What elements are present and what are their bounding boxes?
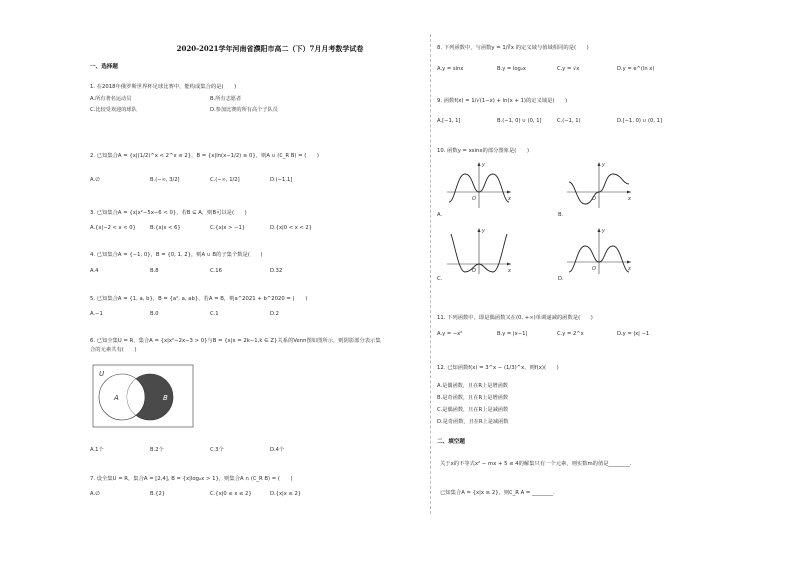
svg-text:x: x bbox=[628, 196, 631, 202]
q11-option-c: C.y = 2^x bbox=[557, 331, 584, 337]
q5-option-a: A.−1 bbox=[90, 311, 103, 317]
q9-option-a: A.[−1, 1] bbox=[437, 118, 461, 124]
svg-text:y: y bbox=[602, 228, 605, 234]
section-fill: 二、填空题 bbox=[437, 439, 465, 445]
q8-option-b: B.y = log₂x bbox=[497, 66, 526, 72]
q4-option-c: C.16 bbox=[210, 268, 222, 274]
q9-option-c: C.(−1, 1) bbox=[557, 118, 581, 124]
q2-option-b: B.(−∞, 3/2] bbox=[150, 177, 180, 183]
q6-option-a: A.1个 bbox=[90, 447, 104, 453]
q5-stem: 5. 已知集合A = {1, a, b}，B = {a², a, ab}，若A = B，则a^2021 + b^2020 = ( ) bbox=[90, 296, 308, 302]
q1-option-c: C.比较受欢迎的球队 bbox=[90, 107, 137, 113]
venn-label-u: U bbox=[99, 370, 105, 378]
q3-option-a: A.{x|−2 < x < 0} bbox=[90, 225, 136, 231]
svg-text:O: O bbox=[472, 196, 476, 202]
q7-option-d: D.{x|x ≤ 2} bbox=[270, 491, 302, 497]
q1-option-d: D.参加比赛的所有高个子队员 bbox=[210, 107, 278, 113]
q7-option-b: B.{2} bbox=[150, 491, 166, 497]
q6-option-c: C.3个 bbox=[210, 447, 224, 453]
q11-option-a: A.y = −x² bbox=[437, 331, 463, 337]
q8-option-a: A.y = sinx bbox=[437, 66, 464, 72]
q10-stem: 10. 函数y = xsinx的部分图象是( ) bbox=[437, 148, 530, 154]
q3-stem: 3. 已知集合A = {x|x²−5x−6 < 0}，若B ⊆ A，则B可以是( ) bbox=[90, 210, 247, 216]
q9-option-b: B.(−1, 0) ∪ (0, 1] bbox=[497, 118, 542, 124]
column-divider bbox=[430, 34, 431, 514]
q5-option-c: C.1 bbox=[210, 311, 219, 317]
q12-option-a: A.是偶函数，且在R上是增函数 bbox=[437, 383, 508, 389]
q2-stem: 2. 已知集合A = {x|(1/2)^x < 2^x ≤ 2}，B = {x|ln(x−1/2) ≥ 0}，则A ∪ (∁_R B) = ( ) bbox=[90, 153, 319, 159]
q12-stem: 12. 已知函数f(x) = 3^x − (1/3)^x，则f(x)( ) bbox=[437, 365, 559, 371]
q10-graph-d bbox=[565, 226, 635, 276]
q2-option-c: C.(−∞, 1/2] bbox=[210, 177, 240, 183]
q3-option-b: B.{x|x < 6} bbox=[150, 225, 181, 231]
q1-stem: 1. 在2018年俄罗斯世界杯足球比赛中，能构成集合的是( ) bbox=[90, 84, 237, 90]
section-choice: 一、选择题 bbox=[90, 64, 118, 70]
q13-stem: 关于x的不等式x² − mx + 5 ≤ 4的解集只有一个元素，则实数m的值是________. bbox=[440, 461, 632, 467]
q5-option-d: D.2 bbox=[270, 311, 279, 317]
q7-option-c: C.{x|0 ≤ x ≤ 2} bbox=[210, 491, 252, 497]
svg-text:y: y bbox=[482, 228, 485, 234]
q12-option-c: C.是偶函数，且在R上是减函数 bbox=[437, 407, 509, 413]
q12-option-d: D.是奇函数，且在R上是减函数 bbox=[437, 419, 509, 425]
q2-option-d: D.(−1,1] bbox=[270, 177, 293, 183]
q8-option-c: C.y = √x bbox=[557, 66, 580, 72]
q7-option-a: A.∅ bbox=[90, 491, 100, 497]
q10-option-b: B. bbox=[558, 212, 564, 218]
venn-label-b: B bbox=[163, 394, 168, 402]
q3-option-c: C.{x|x > −1} bbox=[210, 225, 246, 231]
q3-option-d: D.{x|0 < x < 2} bbox=[270, 225, 313, 231]
venn-label-a: A bbox=[114, 394, 119, 402]
q6-stem-line1: 6. 已知全集U = R，集合A = {x|x²−2x−3 > 0}与B = {x|x = 2k−1,k ∈ Z}关系的Venn图如图所示，则阴影部分表示集 bbox=[90, 338, 381, 344]
q4-option-b: B.8 bbox=[150, 268, 159, 274]
q7-stem: 7. 设全集U = R，集合A = [2,4], B = {x|log₂x > 1}，则集合A ∩ (∁_R B) = ( ) bbox=[90, 476, 293, 482]
q11-stem: 11. 下列函数中，即是偶函数又在(0, +∞)单调递减的函数是( ) bbox=[437, 315, 593, 321]
q10-graph-b bbox=[565, 160, 635, 210]
q4-option-a: A.4 bbox=[90, 268, 99, 274]
svg-text:y: y bbox=[482, 162, 485, 168]
q10-option-d: D. bbox=[558, 276, 564, 282]
svg-text:O: O bbox=[472, 268, 476, 274]
q11-option-d: D.y = |x| −1 bbox=[617, 331, 650, 337]
q11-option-b: B.y = |x−1| bbox=[497, 331, 528, 337]
q6-stem-line2: 合的元素共有( ) bbox=[90, 347, 137, 353]
svg-text:x: x bbox=[508, 268, 511, 274]
svg-text:y: y bbox=[602, 162, 605, 168]
svg-text:x: x bbox=[628, 266, 631, 272]
q8-stem: 8. 下列函数中，与函数y = 1/∛x 的定义域与值域相同的是( ) bbox=[437, 45, 589, 51]
q6-option-b: B.2个 bbox=[150, 447, 164, 453]
q10-graph-c bbox=[445, 226, 515, 276]
q6-option-d: D.4个 bbox=[270, 447, 285, 453]
q10-option-c: C. bbox=[437, 276, 443, 282]
exam-title: 2020-2021学年河南省濮阳市高二（下）7月月考数学试卷 bbox=[176, 44, 364, 53]
q8-option-d: D.y = e^(ln x) bbox=[617, 66, 655, 72]
q1-option-b: B.所有志愿者 bbox=[210, 96, 242, 102]
q10-option-a: A. bbox=[437, 212, 443, 218]
q9-option-d: D.[−1, 0) ∪ (0, 1] bbox=[617, 118, 662, 124]
svg-text:O: O bbox=[592, 266, 596, 272]
svg-text:x: x bbox=[508, 196, 511, 202]
q12-option-b: B.是奇函数，且在R上是增函数 bbox=[437, 395, 509, 401]
q9-stem: 9. 函数f(x) = 1/√(1−x) + ln(x + 1)的定义域是( ) bbox=[437, 98, 568, 104]
svg-text:O: O bbox=[592, 196, 596, 202]
venn-diagram bbox=[92, 364, 194, 428]
q4-stem: 4. 已知集合A = {−1, 0}，B = {0, 1, 2}，则A ∪ B的子集个数是( ) bbox=[90, 252, 263, 258]
q4-option-d: D.32 bbox=[270, 268, 283, 274]
q1-option-a: A.所有著名运动员 bbox=[90, 96, 132, 102]
q10-graph-a bbox=[445, 160, 515, 210]
q14-stem: 已知集合A = {x|x ≥ 2}，则∁_R A = ________. bbox=[440, 490, 555, 496]
q2-option-a: A.∅ bbox=[90, 177, 100, 183]
q5-option-b: B.0 bbox=[150, 311, 159, 317]
